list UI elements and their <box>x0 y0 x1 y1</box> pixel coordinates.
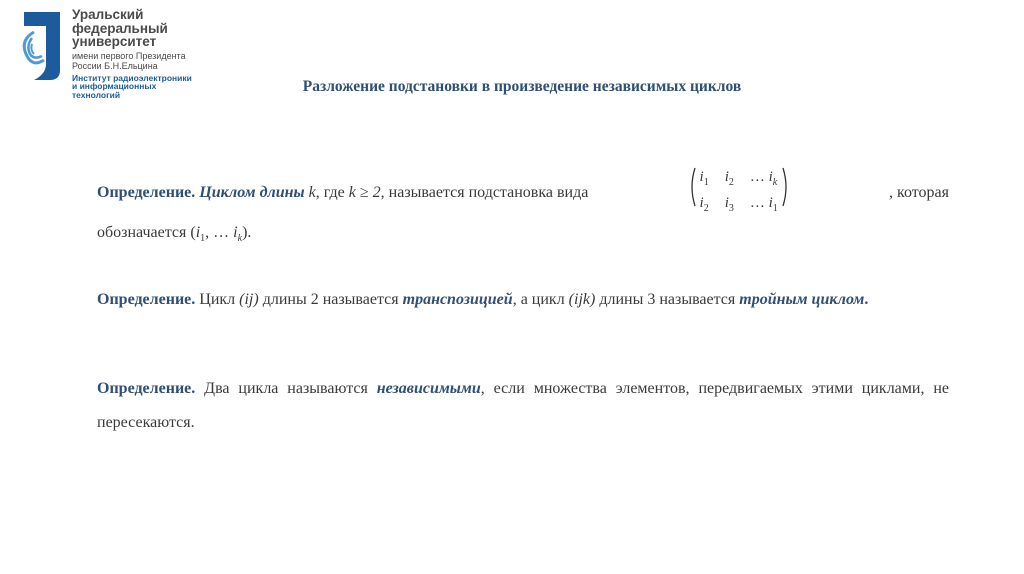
urfu-logo-icon <box>20 10 68 82</box>
term-transposition: транспозицией <box>402 291 513 308</box>
definition-cycle-line1: Определение. Циклом длины k, где k ≥ 2, называется подстановка вида $i_1$ $i_2$ … $i_k$ $i_2$ $i_3$ … $i_1$ , которая <box>97 170 949 216</box>
definition-cycle-line2: обозначается ($i_1$, … $i_k$). <box>97 224 252 245</box>
k-condition: k ≥ 2 <box>348 184 381 201</box>
university-subtitle: имени первого Президента России Б.Н.Ельцина <box>72 50 186 71</box>
university-name: Уральский федеральный университет <box>72 7 168 49</box>
slide-title: Разложение подстановки в произведение независимых циклов <box>302 78 742 95</box>
definition-label: Определение. <box>97 184 196 201</box>
institute-name: Институт радиоэлектроники и информационных технологий <box>72 72 192 100</box>
left-paren-icon <box>688 167 697 207</box>
definition-label: Определение. <box>97 380 196 397</box>
term-triple-cycle: тройным циклом <box>739 291 865 308</box>
definition-label: Определение. <box>97 291 196 308</box>
definition-independent: Определение. Два цикла называются независимыми, если множества элементов, передвигаемых этими циклами, не пересекаются. <box>97 380 950 431</box>
right-paren-icon <box>781 167 790 207</box>
term-independent: независимыми <box>376 380 481 397</box>
term-cycle-length: Циклом длины <box>199 184 305 201</box>
permutation-matrix <box>688 167 790 219</box>
matrix-grid: $i_1$ $i_2$ … $i_k$ $i_2$ $i_3$ … $i_1$ <box>699 169 778 214</box>
definition-cycle <box>97 170 949 244</box>
definition-transposition: Определение. Цикл (ij) длины 2 называется транспозицией, а цикл (ijk) длины 3 называется тройным циклом. <box>97 291 869 308</box>
var-k: k <box>308 184 316 201</box>
